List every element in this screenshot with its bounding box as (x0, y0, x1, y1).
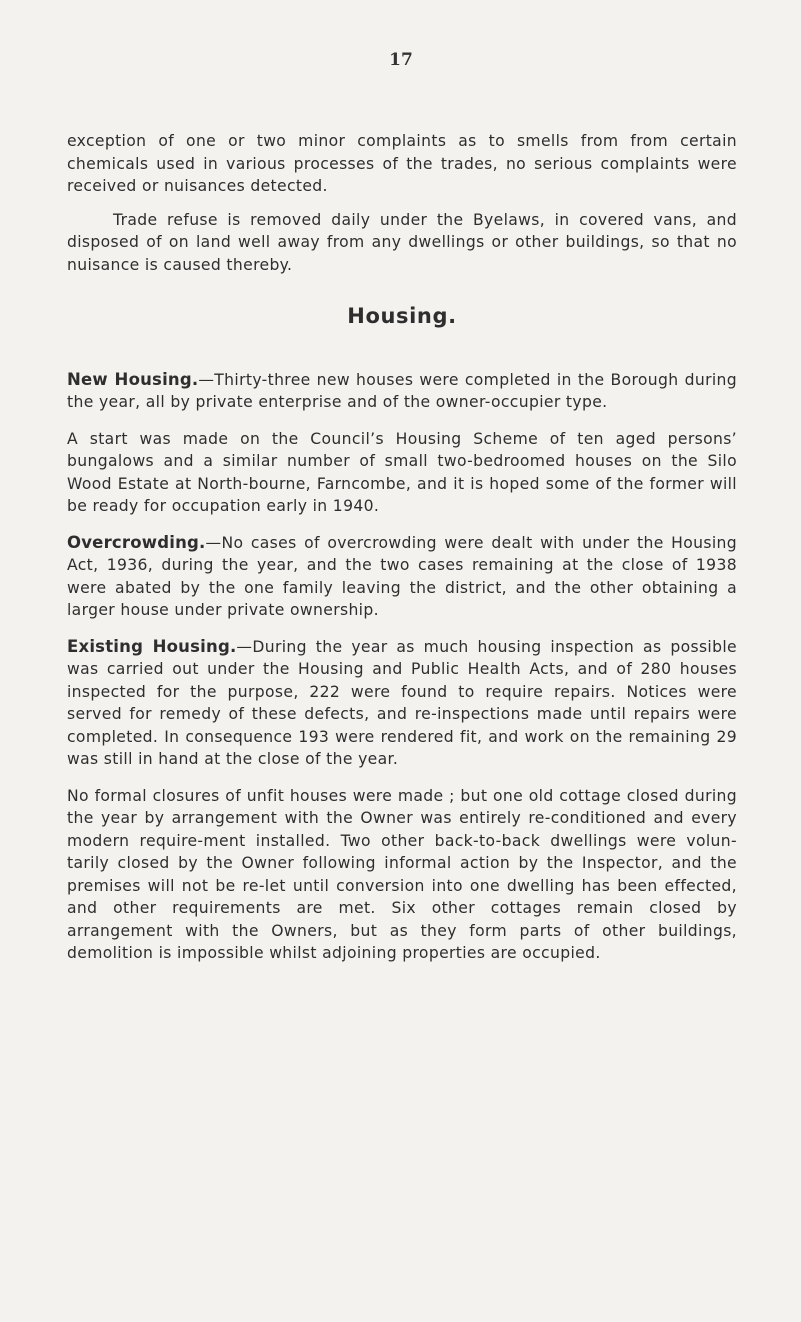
document-body (67, 130, 737, 965)
closures-paragraph: No formal closures of unfit houses were made ; but one old cottage closed during the year by arrangement with the Owner was entirely re-conditioned and every modern require-ment installed. Two other back-to-back dwellings were volun-tarily closed by the Owner following informal action by the Inspector, and the premises will not be re-let until conversion into one dwelling has been effected, and other requirements are met. Six other cottages remain closed by arrangement with the Owners, but as they form parts of other buildings, demolition is impossible whilst adjoining properties are occupied. (67, 786, 737, 962)
trade-refuse-paragraph: Trade refuse is removed daily under the Byelaws, in covered vans, and disposed of on land well away from any dwellings or other buildings, so that no nuisance is caused thereby. (67, 210, 737, 274)
existing-housing-paragraph (67, 636, 737, 771)
existing-housing-text: —During the year as much housing inspection as possible was carried out under the Housing and Public Health Acts, and of 280 houses inspected for the purpose, 222 were found to require repairs. Notices were served for remedy of these defects, and re-inspections made until repairs were completed. In consequence 193 were rendered fit, and work on the remaining 29 was still in hand at the close of the year. (67, 637, 737, 768)
page-number: 17 (389, 50, 413, 70)
overcrowding-title: Overcrowding. (67, 532, 206, 552)
existing-housing-title: Existing Housing. (67, 636, 237, 656)
council-scheme-paragraph: A start was made on the Council’s Housing Scheme of ten aged persons’ bungalows and a similar number of small two-bedroomed houses on the Silo Wood Estate at North-bourne, Farncombe, and it is hoped some of the former will be ready for occupation early in 1940. (67, 429, 737, 515)
overcrowding-paragraph (67, 532, 737, 622)
new-housing-text: —Thirty-three new houses were completed in the Borough during the year, all by private enterprise and of the owner-occupier type. (67, 370, 737, 411)
housing-heading: Housing. (347, 304, 457, 328)
new-housing-paragraph (67, 369, 737, 414)
new-housing-title: New Housing. (67, 369, 199, 389)
intro-continuation-paragraph: exception of one or two minor complaints as to smells from from certain chemicals used in various processes of the trades, no serious complaints were received or nuisances detected. (67, 132, 737, 195)
overcrowding-text: —No cases of overcrowding were dealt with under the Housing Act, 1936, during the year, and the two cases remaining at the close of 1938 were abated by the one family leaving the district, and the other obtaining a larger house under private ownership. (67, 533, 737, 619)
